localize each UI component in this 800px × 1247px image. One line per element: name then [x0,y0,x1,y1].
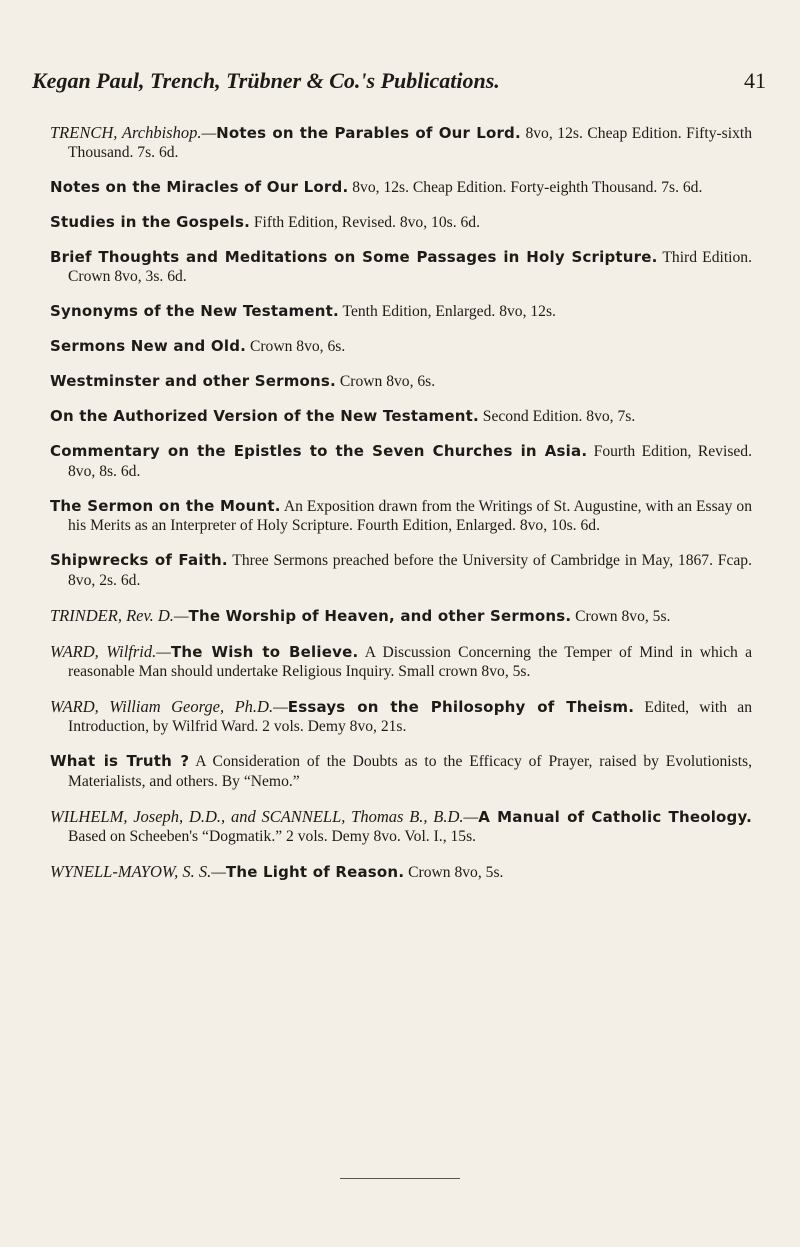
entry-title: Shipwrecks of Faith. [50,551,228,570]
entry-title: Commentary on the Epistles to the Seven Churches in Asia. [50,442,588,461]
running-head-title: Kegan Paul, Trench, Trübner & Co.'s Publications. [32,68,500,93]
entry-details: 8vo, 12s. Cheap Edition. Fifty-sixth Thousand. 7s. 6d. [68,124,753,161]
catalogue-entry [50,606,752,626]
entry-details: Third Edition. Crown 8vo, 3s. 6d. [68,249,752,286]
entry-details: Crown 8vo, 5s. [571,607,671,625]
entry-details: Crown 8vo, 5s. [404,864,504,882]
entry-author: WARD, Wilfrid.— [50,641,171,661]
entry-details: Fifth Edition, Revised. 8vo, 10s. 6d. [249,214,480,231]
entry-title: Notes on the Parables of Our Lord. [216,123,521,142]
catalogue-entry [50,337,752,356]
entry-details: Based on Scheeben's “Dogmatik.” 2 vols. Demy 8vo. Vol. I., 15s. [68,828,477,846]
end-rule [340,1178,460,1179]
catalogue-entry [50,442,752,481]
entry-title: The Wish to Believe. [170,642,359,661]
entry-details: A Consideration of the Doubts as to the Efficacy of Prayer, raised by Evolutionists, Materialists, and others. By “Nemo.” [68,753,752,790]
entry-title: Notes on the Miracles of Our Lord. [50,178,349,196]
entry-title: The Sermon on the Mount. [50,496,281,515]
entry-title: The Light of Reason. [225,863,405,882]
entry-author: TRINDER, Rev. D.— [50,605,189,625]
catalogue-entry [50,551,752,590]
entry-author: WILHELM, Joseph, D.D., and SCANNELL, Thomas B., B.D.— [50,806,479,826]
catalogue-entry [50,807,752,847]
entry-details: An Exposition drawn from the Writings of St. Augustine, with an Essay on his Merits as an Interpreter of Holy Scripture. Fourth Edition, Enlarged. 8vo, 10s. 6d. [68,497,752,535]
catalogue-entry [50,213,752,232]
page-number: 41 [744,68,766,93]
entry-author: WARD, William George, Ph.D.— [50,697,288,717]
entry-title: What is Truth ? [50,752,190,771]
catalogue-entry [50,752,752,791]
running-head [32,68,766,94]
catalogue-entry [50,642,752,682]
entry-title: A Manual of Catholic Theology. [478,807,752,826]
catalogue-entry [50,178,752,197]
entry-details: Tenth Edition, Enlarged. 8vo, 12s. [338,303,556,321]
entry-title: Brief Thoughts and Meditations on Some Passages in Holy Scripture. [50,248,658,266]
entry-title: Studies in the Gospels. [50,213,250,231]
entry-title: The Worship of Heaven, and other Sermons. [188,606,572,625]
entry-author: WYNELL-MAYOW, S. S.— [50,862,226,882]
entry-title: On the Authorized Version of the New Testament. [50,407,479,426]
entry-details: 8vo, 12s. Cheap Edition. Forty-eighth Thousand. 7s. 6d. [348,179,703,196]
entry-author: TRENCH, Archbishop.— [50,122,217,142]
catalogue-entry [50,697,752,737]
catalogue-entry [50,407,752,426]
entry-title: Westminster and other Sermons. [50,372,336,391]
entry-details: Edited, with an Introduction, by Wilfrid Ward. 2 vols. Demy 8vo, 21s. [68,699,752,736]
catalogue-entries [50,107,752,890]
entry-details: A Discussion Concerning the Temper of Mind in which a reasonable Man should undertake Religious Inquiry. Small crown 8vo, 5s. [68,643,753,681]
entry-title: Sermons New and Old. [50,337,247,356]
catalogue-entry [50,248,752,287]
entry-title: Essays on the Philosophy of Theism. [287,698,635,717]
entry-details: Second Edition. 8vo, 7s. [478,408,636,426]
catalogue-entry [50,497,752,536]
catalogue-entry [50,372,752,391]
entry-details: Crown 8vo, 6s. [246,338,346,356]
entry-title: Synonyms of the New Testament. [50,302,339,321]
entry-details: Fourth Edition, Revised. 8vo, 8s. 6d. [68,443,753,480]
catalogue-entry [50,123,752,163]
entry-details: Crown 8vo, 6s. [335,373,436,391]
entry-details: Three Sermons preached before the University of Cambridge in May, 1867. Fcap. 8vo, 2s. 6d. [68,552,752,589]
catalogue-entry [50,302,752,321]
catalogue-entry [50,862,752,882]
